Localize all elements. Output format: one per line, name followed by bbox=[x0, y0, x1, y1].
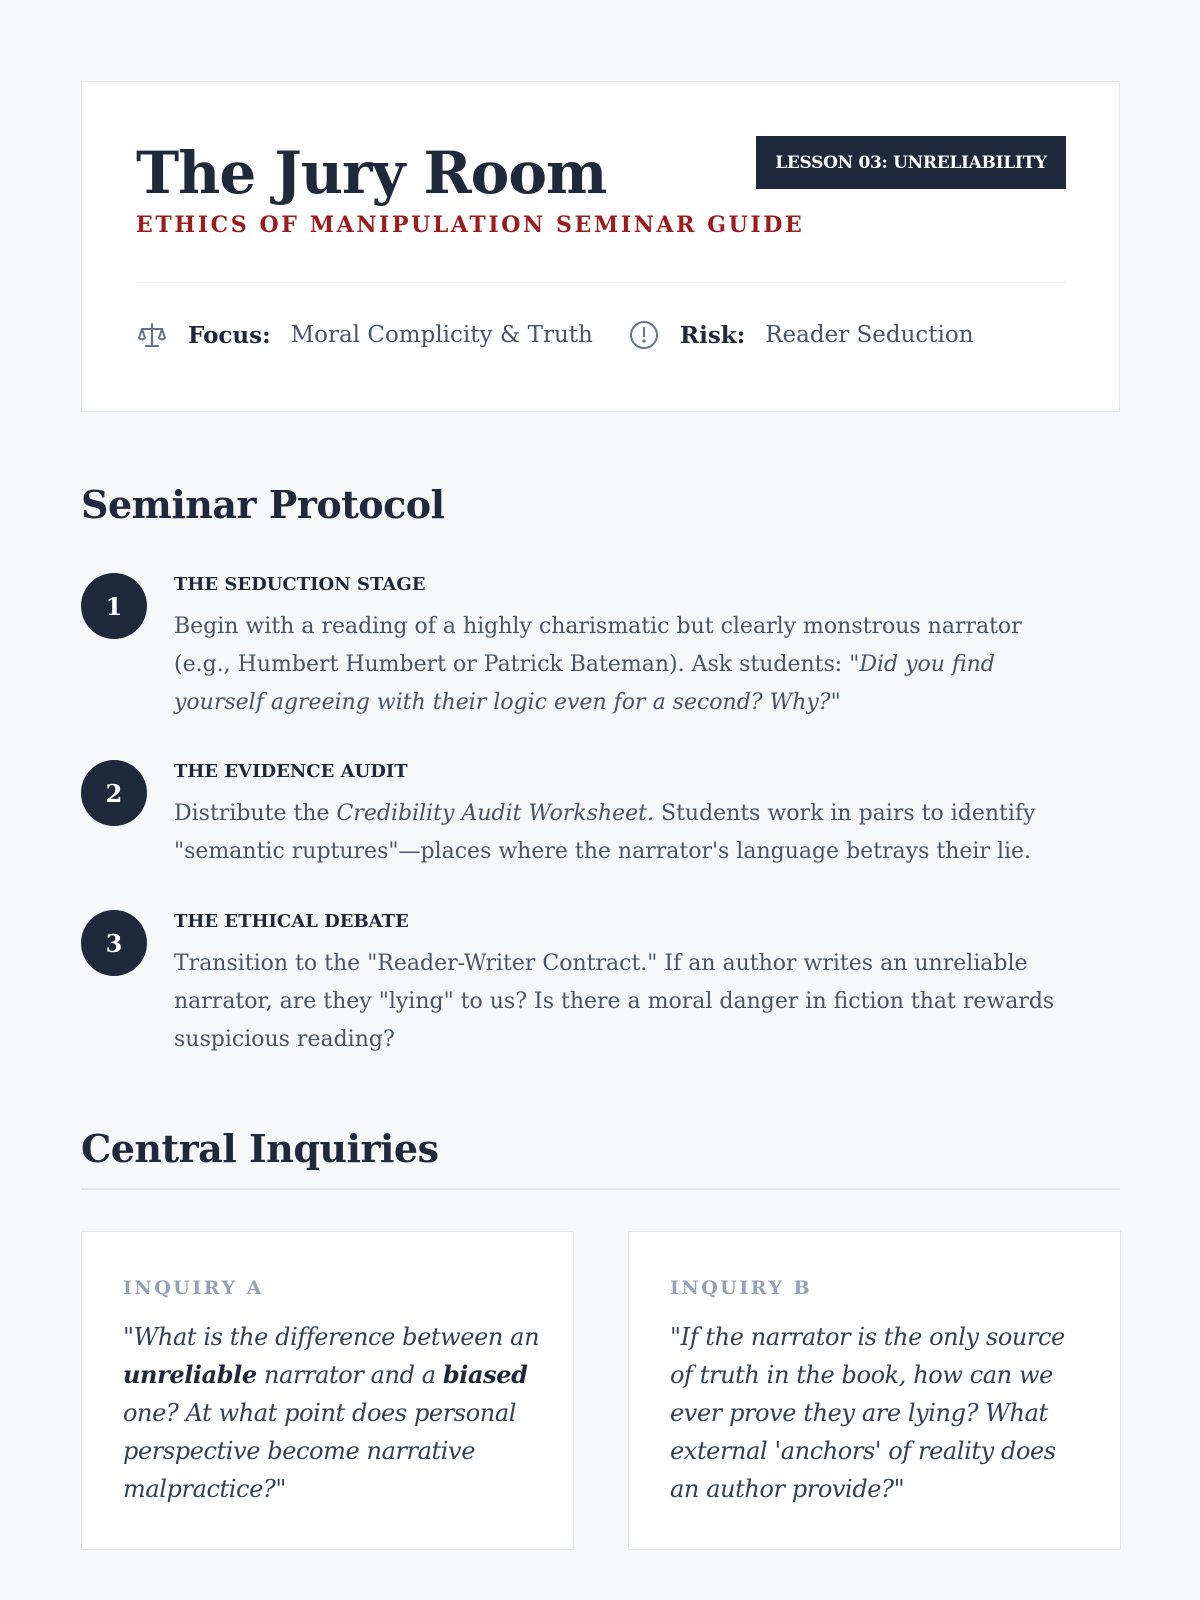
step-title: THE ETHICAL DEBATE bbox=[174, 911, 409, 932]
step-body-text: Begin with a reading of a highly charismatic but clearly monstrous narrator (e.g., Humbert Humbert or Patrick Bateman). Ask students: bbox=[174, 614, 1022, 677]
step-body bbox=[174, 795, 1074, 871]
inquiry-label: INQUIRY A bbox=[123, 1277, 264, 1299]
worksheet-title: Credibility Audit Worksheet. bbox=[336, 801, 654, 826]
scales-icon bbox=[136, 319, 168, 351]
focus-value: Moral Complicity & Truth bbox=[290, 322, 593, 348]
page-title: The Jury Room bbox=[136, 139, 607, 207]
inquiry-quote-emphasis: unreliable bbox=[123, 1360, 257, 1389]
risk-label: Risk: bbox=[680, 321, 746, 349]
meta-risk bbox=[628, 320, 974, 350]
step-number-badge: 3 bbox=[81, 910, 147, 976]
inquiries-divider bbox=[81, 1188, 1120, 1190]
page-subtitle: ETHICS OF MANIPULATION SEMINAR GUIDE bbox=[136, 212, 805, 238]
lesson-badge: LESSON 03: UNRELIABILITY bbox=[756, 136, 1066, 189]
step-body-text: Students work in pairs to identify "semantic ruptures"—places where the narrator's language betrays their lie. bbox=[174, 801, 1036, 864]
meta-row bbox=[136, 320, 1066, 350]
protocol-heading: Seminar Protocol bbox=[81, 482, 445, 527]
inquiry-quote-emphasis: biased bbox=[442, 1360, 528, 1389]
step-body-quote: "Did you find yourself agreeing with their logic even for a second? Why?" bbox=[174, 652, 995, 715]
inquiry-card-a bbox=[81, 1231, 574, 1550]
step-title: THE SEDUCTION STAGE bbox=[174, 574, 426, 595]
focus-label: Focus: bbox=[188, 321, 271, 349]
inquiry-quote-text: one? At what point does personal perspective become narrative malpractice?" bbox=[123, 1399, 516, 1503]
step-body-text: Distribute the bbox=[174, 801, 337, 826]
header-card bbox=[81, 81, 1120, 412]
inquiry-card-b bbox=[628, 1231, 1121, 1550]
step-body: Transition to the "Reader-Writer Contract." If an author writes an unreliable narrator, are they "lying" to us? Is there a moral danger in fiction that rewards suspicious reading? bbox=[174, 951, 1055, 1052]
step-title: THE EVIDENCE AUDIT bbox=[174, 761, 408, 782]
inquiry-label: INQUIRY B bbox=[670, 1277, 813, 1299]
inquiries-heading: Central Inquiries bbox=[81, 1126, 439, 1171]
inquiry-quote-text: "What is the difference between an bbox=[123, 1323, 540, 1351]
inquiry-quote-text: narrator and a bbox=[256, 1361, 443, 1389]
header-divider bbox=[136, 282, 1066, 283]
alert-circle-icon bbox=[628, 319, 660, 351]
inquiry-quote: "If the narrator is the only source of truth in the book, how can we ever prove they are lying? What external 'anchors' of reality does an author provide?" bbox=[670, 1323, 1065, 1503]
meta-focus bbox=[136, 320, 593, 350]
step-body bbox=[174, 608, 1074, 722]
risk-value: Reader Seduction bbox=[765, 322, 974, 348]
step-number-badge: 2 bbox=[81, 760, 147, 826]
step-number-badge: 1 bbox=[81, 573, 147, 639]
inquiry-quote bbox=[123, 1318, 543, 1508]
